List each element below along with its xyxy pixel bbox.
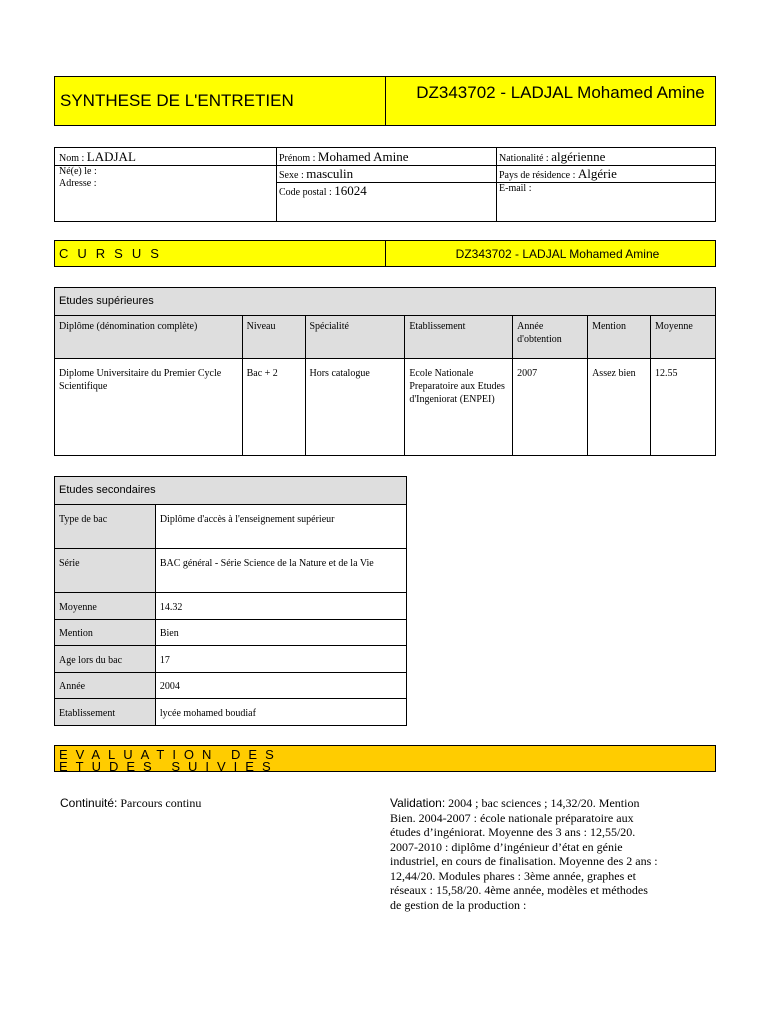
table-caption: Etudes secondaires — [55, 477, 407, 505]
table-row — [55, 699, 407, 726]
table-row — [55, 620, 407, 646]
sexe-value: masculin — [306, 166, 354, 181]
code-postal-value: 16024 — [334, 183, 367, 198]
cursus-title: CURSUS — [55, 241, 386, 266]
nationalite-value: algérienne — [551, 149, 606, 164]
table-row — [55, 673, 407, 699]
row-label: Age lors du bac — [55, 646, 156, 673]
evaluation-title-line2: ETUDES SUIVIES — [59, 759, 279, 774]
header-annee: Année d'obtention — [513, 316, 588, 359]
row-label: Série — [55, 549, 156, 593]
table-row — [55, 549, 407, 593]
continuite-block — [60, 796, 201, 811]
validation-label: Validation: — [390, 796, 446, 810]
page-title: SYNTHESE DE L'ENTRETIEN — [55, 77, 386, 125]
adresse-field: Adresse : — [59, 178, 97, 189]
column-divider — [276, 148, 277, 221]
header-mention: Mention — [588, 316, 651, 359]
cursus-bar — [54, 240, 716, 267]
email-field: E-mail : — [499, 183, 532, 194]
row-value: 2004 — [155, 673, 406, 699]
cell-etablissement: Ecole Nationale Preparatoire aux Etudes d'Ingeniorat (ENPEI) — [405, 359, 513, 456]
continuite-label: Continuité: — [60, 796, 118, 810]
row-value: 17 — [155, 646, 406, 673]
evaluation-title-line1: EVALUATION DES — [59, 747, 282, 762]
table-row — [55, 593, 407, 620]
row-value: Diplôme d'accès à l'enseignement supérieur — [155, 505, 406, 549]
pays-value: Algérie — [577, 166, 617, 181]
sexe-field: Sexe : masculin — [279, 166, 354, 181]
row-label: Moyenne — [55, 593, 156, 620]
row-label: Etablissement — [55, 699, 156, 726]
row-value: Bien — [155, 620, 406, 646]
etudes-superieures-table — [54, 287, 716, 456]
validation-text: 2004 ; bac sciences ; 14,32/20. Mention Bien. 2004-2007 : école nationale préparatoire aux études d’ingéniorat. Moyenne des 3 ans : 12,55/20. 2007-2010 : diplôme d’ingénieur d’état en génie industriel, en cours de finalisation. Moyenne des 2 ans : 12,44/20. Modules phares : 3ème année, graphes et réseaux : 15,58/20. 4ème année, modèles et méthodes de gestion de la production : — [390, 796, 658, 912]
identity-box — [54, 147, 716, 222]
row-value: 14.32 — [155, 593, 406, 620]
nom-field: Nom : LADJAL — [59, 149, 136, 164]
row-value: lycée mohamed boudiaf — [155, 699, 406, 726]
table-row — [55, 359, 716, 456]
header-specialite: Spécialité — [305, 316, 405, 359]
row-value: BAC général - Série Science de la Nature et de la Vie — [155, 549, 406, 593]
prenom-field: Prénom : Mohamed Amine — [279, 149, 409, 164]
pays-field: Pays de résidence : Algérie — [499, 166, 617, 181]
cursus-candidate-id: DZ343702 - LADJAL Mohamed Amine — [455, 246, 660, 261]
column-divider — [496, 148, 497, 221]
nom-value: LADJAL — [86, 149, 136, 164]
header-bar — [54, 76, 716, 126]
continuite-value: Parcours continu — [120, 796, 202, 810]
row-label: Type de bac — [55, 505, 156, 549]
cell-annee: 2007 — [513, 359, 588, 456]
evaluation-bar — [54, 745, 716, 772]
header-diplome: Diplôme (dénomination complète) — [55, 316, 243, 359]
table-header-row — [55, 316, 716, 359]
table-row — [55, 505, 407, 549]
header-etablissement: Etablissement — [405, 316, 513, 359]
code-postal-field: Code postal : 16024 — [279, 183, 367, 198]
cell-moyenne: 12.55 — [651, 359, 716, 456]
etudes-secondaires-table — [54, 476, 407, 726]
row-label: Année — [55, 673, 156, 699]
cell-specialite: Hors catalogue — [305, 359, 405, 456]
table-row — [55, 646, 407, 673]
header-niveau: Niveau — [242, 316, 305, 359]
header-moyenne: Moyenne — [651, 316, 716, 359]
validation-block — [390, 796, 660, 912]
prenom-value: Mohamed Amine — [317, 149, 409, 164]
cell-niveau: Bac + 2 — [242, 359, 305, 456]
cell-diplome: Diplome Universitaire du Premier Cycle Scientifique — [55, 359, 243, 456]
cell-mention: Assez bien — [588, 359, 651, 456]
nationalite-field: Nationalité : algérienne — [499, 149, 606, 164]
row-label: Mention — [55, 620, 156, 646]
candidate-id-header: DZ343702 - LADJAL Mohamed Amine — [416, 83, 705, 102]
table-caption: Etudes supérieures — [55, 288, 716, 316]
naissance-field: Né(e) le : — [59, 166, 97, 177]
